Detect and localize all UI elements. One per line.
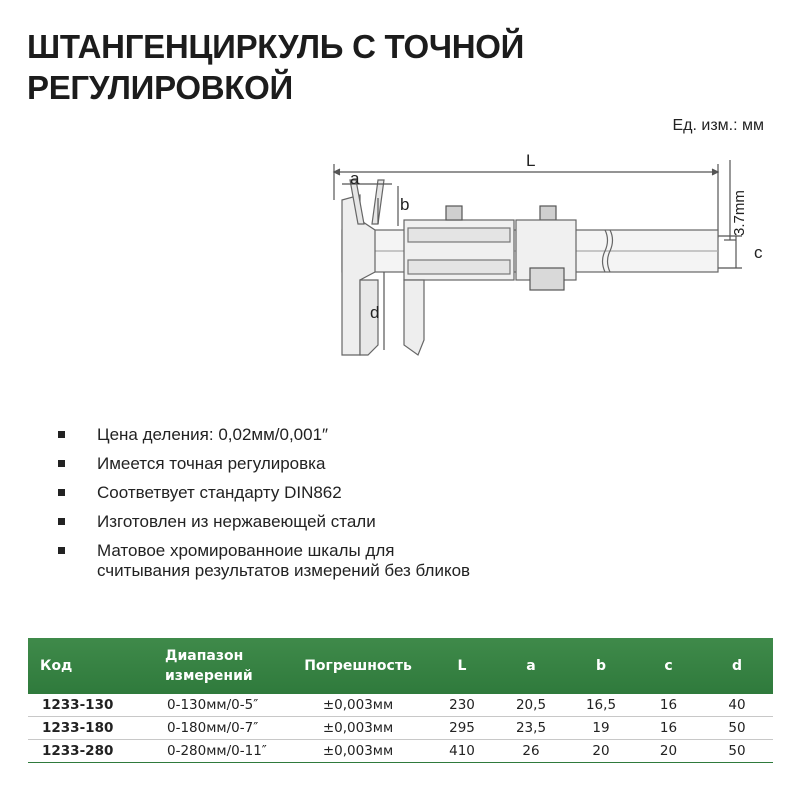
table-row: 1233-280 0-280мм/0-11″ ±0,003мм 410 26 20 20 50 [28, 740, 773, 763]
bullet-icon [58, 460, 65, 467]
label-L: L [526, 151, 536, 170]
table-row: 1233-130 0-130мм/0-5″ ±0,003мм 230 20,5 16,5 16 40 [28, 694, 773, 717]
feature-item: Матовое хромированноие шкалы для считывания результатов измерений без бликов [55, 541, 470, 581]
page-title [27, 26, 667, 108]
header-d: d [731, 658, 743, 674]
label-depth: 3.7mm [731, 190, 748, 236]
bullet-icon [58, 547, 65, 554]
feature-item: Изготовлен из нержавеющей стали [55, 512, 470, 532]
label-a: a [350, 169, 360, 188]
header-code: Код [40, 658, 73, 674]
bullet-icon [58, 431, 65, 438]
feature-item: Цена деления: 0,02мм/0,001″ [55, 425, 470, 445]
header-a: a [526, 658, 536, 674]
caliper-diagram [320, 140, 770, 370]
title-line-2: РЕГУЛИРОВКОЙ [27, 69, 293, 106]
spec-table [28, 638, 773, 763]
bullet-icon [58, 518, 65, 525]
header-L: L [457, 658, 467, 674]
table-row: 1233-180 0-180мм/0-7″ ±0,003мм 295 23,5 19 16 50 [28, 717, 773, 740]
title-line-1: ШТАНГЕНЦИРКУЛЬ С ТОЧНОЙ [27, 28, 525, 65]
feature-item: Соответвует стандарту DIN862 [55, 483, 470, 503]
label-d: d [370, 303, 380, 322]
units-label: Ед. изм.: мм [672, 117, 764, 134]
feature-list [55, 425, 470, 590]
table-header-row [28, 638, 773, 694]
header-c: c [664, 658, 673, 674]
feature-item: Имеется точная регулировка [55, 454, 470, 474]
bullet-icon [58, 489, 65, 496]
header-accuracy: Погрешность [304, 658, 412, 674]
label-c: c [754, 243, 763, 262]
label-b: b [400, 195, 410, 214]
header-b: b [595, 658, 607, 674]
header-range: Диапазон измерений [165, 648, 253, 684]
